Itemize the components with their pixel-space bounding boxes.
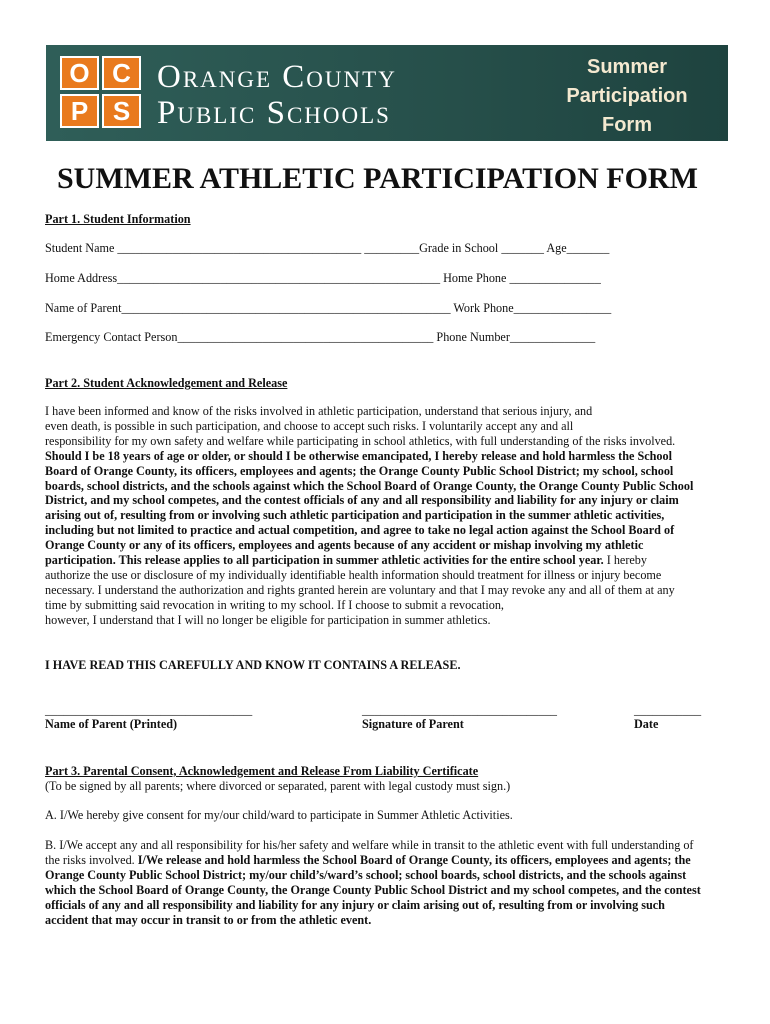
date-label: Date	[634, 717, 659, 731]
consent-statement-b	[45, 838, 701, 927]
part3-heading: Part 3. Parental Consent, Acknowledgement and Release From Liability Certificate	[45, 764, 479, 778]
district-name	[157, 59, 397, 131]
ocps-logo	[60, 56, 144, 130]
consent-statement-a: A. I/We hereby give consent for my/our child/ward to participate in Summer Athletic Activities.	[45, 808, 513, 822]
release-line: time by submitting said revocation in writing to my school. If I choose to submit a revocation,	[45, 597, 504, 612]
release-line-bold: including but not limited to practice and actual competition, and agree to take no legal action against the School Board of	[45, 523, 675, 538]
release-line: responsibility for my own safety and welfare while participating in school athletics, with full understanding of the risks involved.	[45, 433, 676, 448]
release-line-bold: Board of Orange County, its officers, employees and agents; the Orange County Public School District; my school, school	[45, 463, 674, 478]
consent-line: B. I/We accept any and all responsibility for his/her safety and welfare while in transit to the athletic event with full understanding of	[45, 838, 694, 852]
consent-line-bold: which the School Board of Orange County, the Orange County Public School District and my school competes, and the contest	[45, 882, 701, 897]
part1-heading: Part 1. Student Information	[45, 212, 191, 226]
banner-label-line3: Form	[602, 114, 652, 136]
banner-label-line1: Summer	[586, 56, 668, 78]
header-banner	[46, 45, 728, 141]
release-line-bold: District, and my school competes, and the contest officials of any and all responsibility and liability for any injury or claim	[45, 493, 679, 508]
release-line-bold: participation. This release applies to all participation in summer athletic activities for the entire school year.	[45, 553, 604, 568]
home-address-line[interactable]: Home Address_____________________________________________________ Home Phone _______________	[45, 271, 601, 285]
release-line-bold: arising out of, resulting from or involving such athletic participation and participation in the summer athletic activities,	[45, 508, 665, 523]
logo-letter-p: P	[60, 94, 99, 128]
release-line-tail: I hereby	[603, 553, 647, 568]
consent-line-mixed	[45, 853, 701, 868]
logo-letter-s: S	[102, 94, 141, 128]
release-line-bold: Orange County or any of its officers, employees and agents because of any accident or mishap involving my athletic	[45, 538, 644, 553]
consent-line-bold: accident that may occur in transit to or from the athletic event.	[45, 912, 372, 927]
student-name-line[interactable]: Student Name ________________________________________ _________Grade in School _______ Age_______	[45, 241, 610, 255]
district-name-line2: Public Schools	[157, 95, 391, 131]
parent-printed-name-label: Name of Parent (Printed)	[45, 717, 178, 731]
parent-signature-label: Signature of Parent	[362, 717, 464, 731]
consent-line-bold: officials of any and all responsibility and liability for any injury or claim arising out of, resulting from or involving such	[45, 897, 665, 912]
logo-letter-c: C	[102, 56, 141, 90]
consent-line-normal: the risks involved.	[45, 852, 135, 867]
part3-subheading: (To be signed by all parents; where divorced or separated, parent with legal custody must sign.)	[45, 779, 511, 793]
release-line: however, I understand that I will no longer be eligible for participation in summer athletics.	[45, 612, 491, 627]
release-line-bold: boards, school districts, and the schools against which the School Board of Orange County, the Orange County Public School	[45, 478, 694, 493]
read-carefully-statement: I HAVE READ THIS CAREFULLY AND KNOW IT CONTAINS A RELEASE.	[45, 658, 461, 672]
parent-name-line[interactable]: Name of Parent______________________________________________________ Work Phone________________	[45, 301, 612, 315]
date-field[interactable]: ___________	[634, 703, 702, 717]
district-name-line1: Orange County	[157, 59, 397, 95]
release-line-bold: Should I be 18 years of age or older, or should I be otherwise emancipated, I hereby release and hold harmless the School	[45, 448, 673, 463]
banner-form-label	[544, 53, 710, 140]
release-line: even death, is possible in such participation, and choose to accept such risks. I voluntarily accept any and all	[45, 418, 574, 433]
parent-signature-field[interactable]: ________________________________	[362, 703, 557, 717]
emergency-contact-line[interactable]: Emergency Contact Person__________________________________________ Phone Number______________	[45, 330, 596, 344]
consent-line-bold: Orange County Public School District; my/our child’s/ward’s school; school boards, school districts, and the schools against	[45, 867, 687, 882]
release-paragraph	[45, 404, 693, 628]
release-line: I have been informed and know of the risks involved in athletic participation, understand that serious injury, and	[45, 404, 593, 418]
logo-letter-o: O	[60, 56, 99, 90]
release-line: necessary. I understand the authorization and rights granted herein are voluntary and that I may revoke any and all of them at any	[45, 582, 675, 597]
release-line-mixed	[45, 553, 693, 568]
release-line: authorize the use or disclosure of my individually identifiable health information should treatment for illness or injury become	[45, 567, 662, 582]
consent-line-bold: I/We release and hold harmless the School Board of Orange County, its officers, employees and agents; the	[134, 852, 691, 867]
parent-printed-name-field[interactable]: __________________________________	[45, 703, 253, 717]
part2-heading: Part 2. Student Acknowledgement and Release	[45, 376, 288, 390]
banner-label-line2: Participation	[566, 85, 688, 107]
page-title: SUMMER ATHLETIC PARTICIPATION FORM	[57, 162, 698, 195]
